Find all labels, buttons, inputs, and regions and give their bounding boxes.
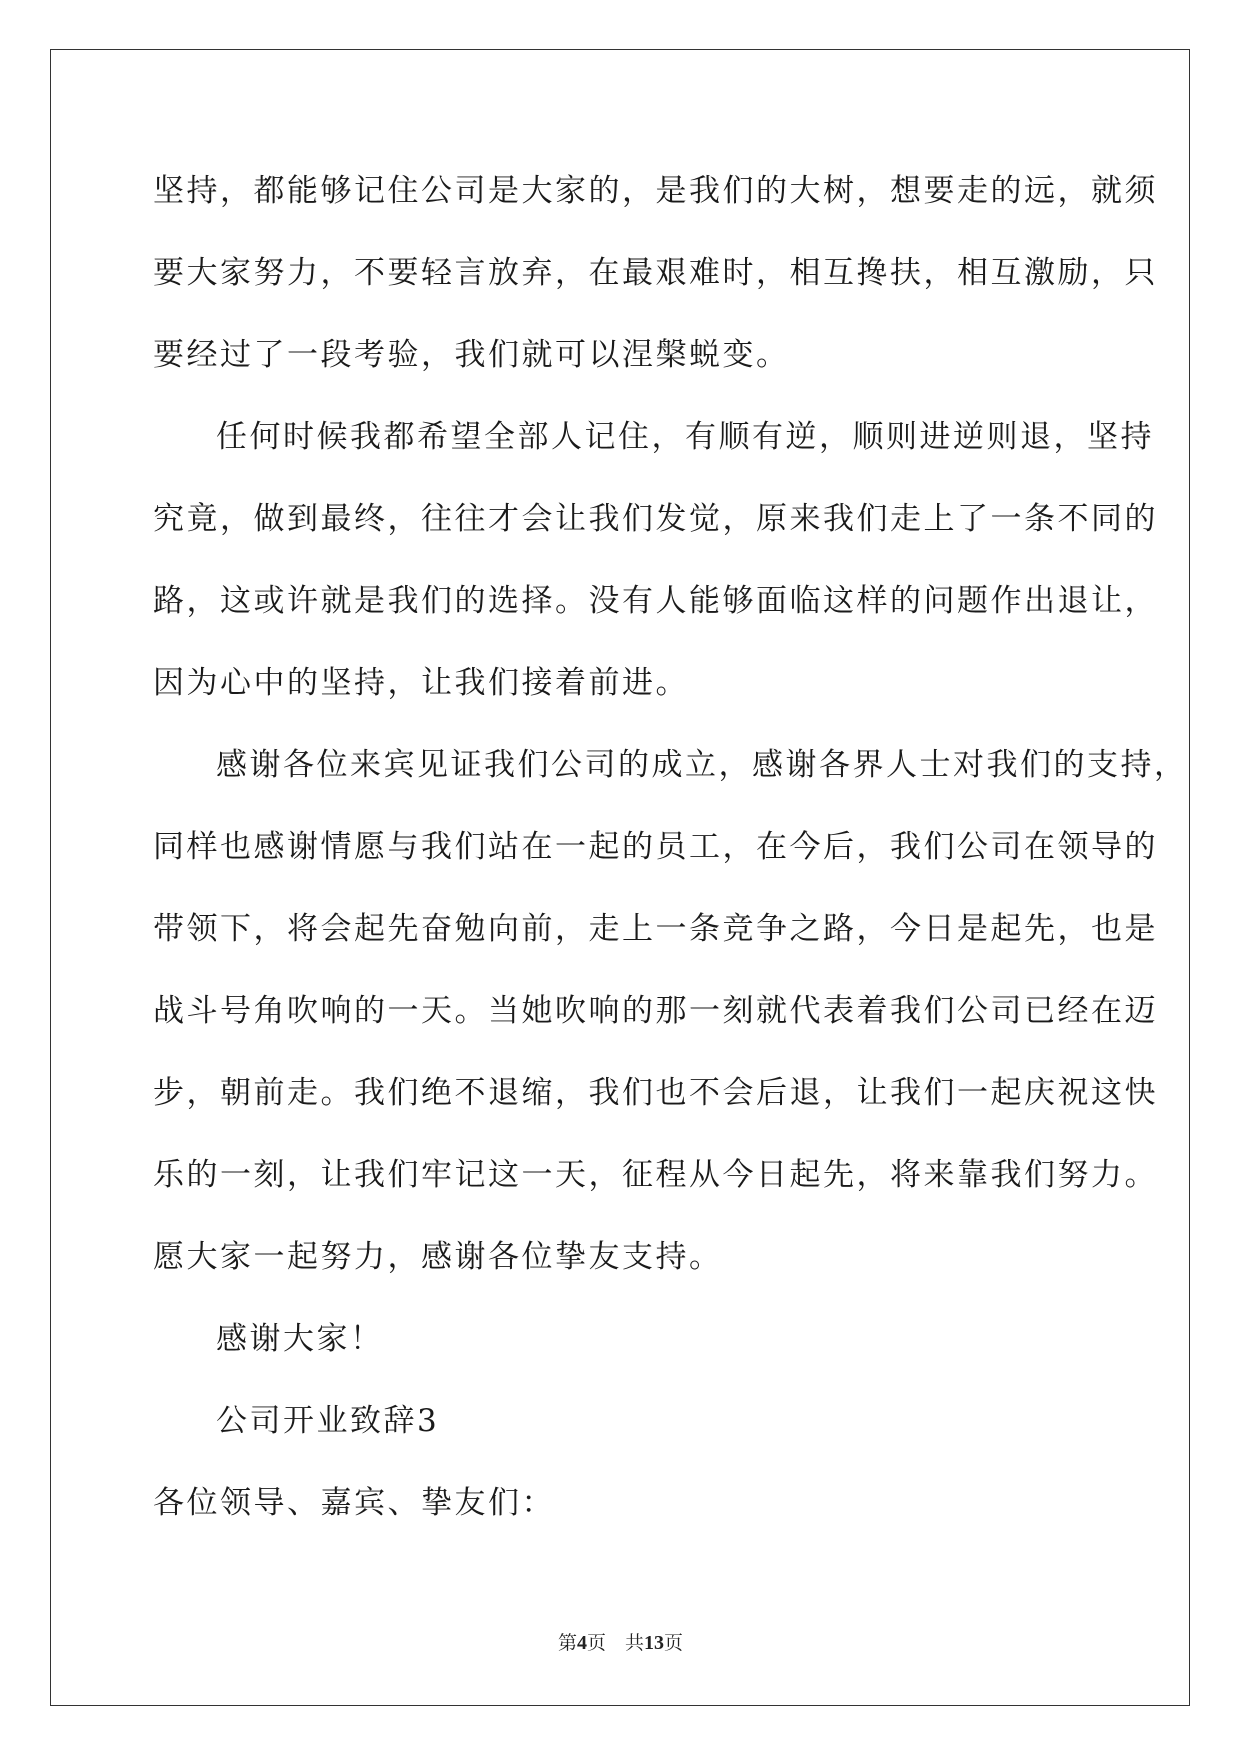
text-line: 因为心中的坚持，让我们接着前进。 bbox=[153, 665, 689, 701]
text-line: 步，朝前走。我们绝不退缩，我们也不会后退，让我们一起庆祝这快 bbox=[153, 1075, 1158, 1111]
text-line: 乐的一刻，让我们牢记这一天，征程从今日起先，将来靠我们努力。 bbox=[153, 1157, 1158, 1193]
text-line: 带领下，将会起先奋勉向前，走上一条竞争之路，今日是起先，也是 bbox=[153, 911, 1158, 947]
paragraph-start-line: 任何时候我都希望全部人记住，有顺有逆，顺则进逆则退，坚持 bbox=[216, 419, 1154, 455]
text-line: 究竟，做到最终，往往才会让我们发觉，原来我们走上了一条不同的 bbox=[153, 501, 1158, 537]
closing-thanks: 感谢大家！ bbox=[216, 1321, 384, 1357]
footer-mid: 页 共 bbox=[586, 1632, 644, 1654]
paragraph-start-line: 感谢各位来宾见证我们公司的成立，感谢各界人士对我们的支持， bbox=[216, 747, 1188, 783]
document-body bbox=[153, 155, 1188, 1549]
text-line: 要经过了一段考验，我们就可以涅槃蜕变。 bbox=[153, 337, 790, 373]
text-line: 愿大家一起努力，感谢各位挚友支持。 bbox=[153, 1239, 723, 1275]
text-line: 同样也感谢情愿与我们站在一起的员工，在今后，我们公司在领导的 bbox=[153, 829, 1158, 865]
text-line: 坚持，都能够记住公司是大家的，是我们的大树，想要走的远，就须 bbox=[153, 173, 1158, 209]
salutation: 各位领导、嘉宾、挚友们： bbox=[153, 1485, 555, 1521]
footer-suffix: 页 bbox=[664, 1632, 684, 1654]
text-line: 路，这或许就是我们的选择。没有人能够面临这样的问题作出退让， bbox=[153, 583, 1158, 619]
page-number: 4 bbox=[576, 1632, 587, 1654]
text-line: 战斗号角吹响的一天。当她吹响的那一刻就代表着我们公司已经在迈 bbox=[153, 993, 1158, 1029]
text-line: 要大家努力，不要轻言放弃，在最艰难时，相互搀扶，相互激励，只 bbox=[153, 255, 1158, 291]
page-footer bbox=[0, 1628, 1241, 1655]
total-pages: 13 bbox=[644, 1632, 664, 1654]
section-heading: 公司开业致辞3 bbox=[216, 1403, 440, 1439]
footer-prefix: 第 bbox=[557, 1632, 577, 1654]
